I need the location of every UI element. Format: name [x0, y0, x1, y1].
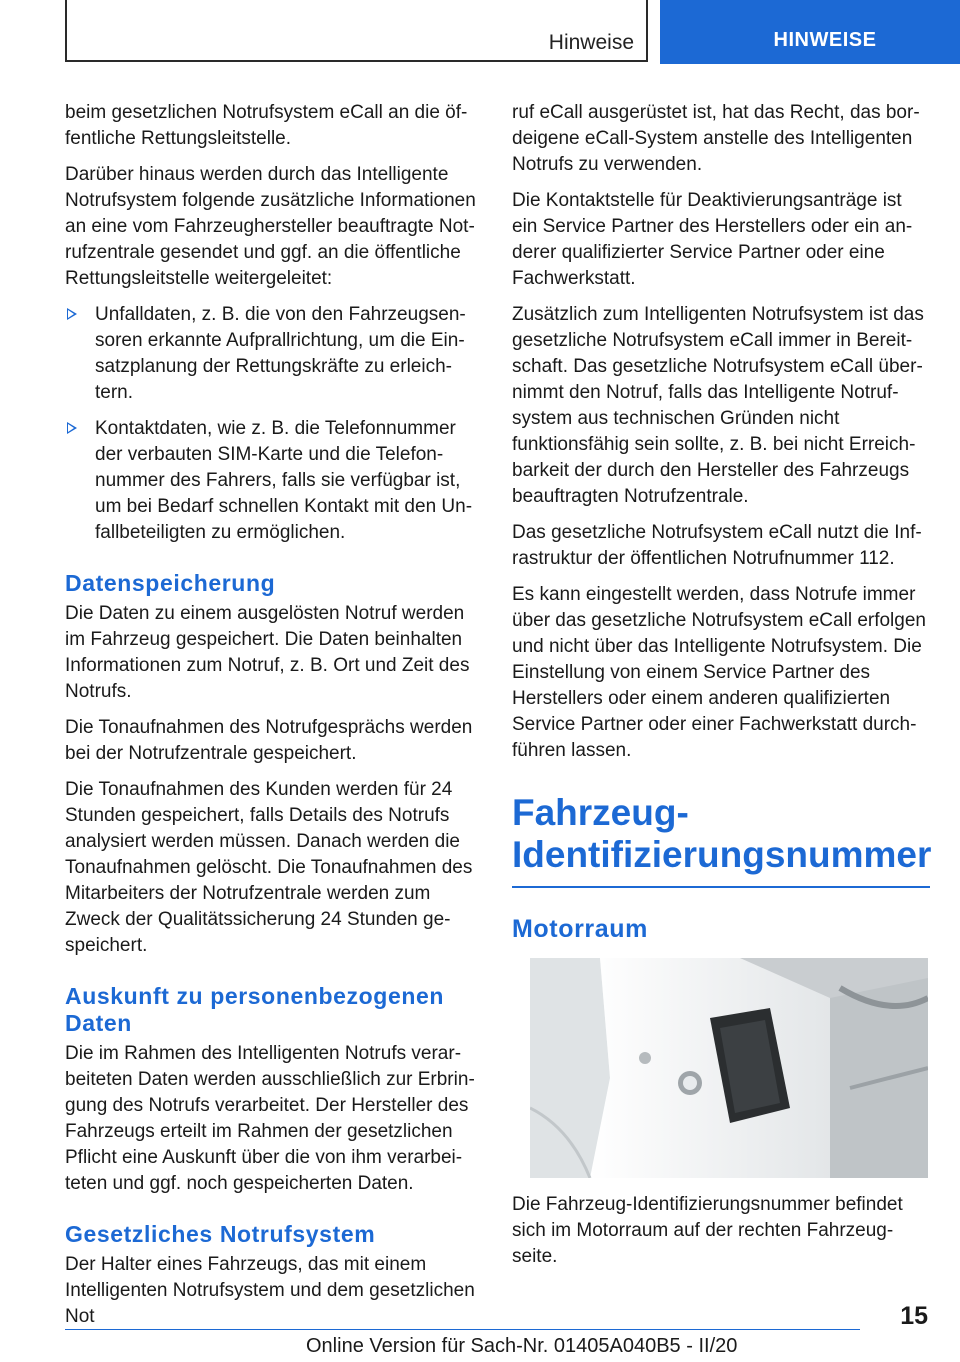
paragraph: ruf eCall ausgerüstet ist, hat das Recht, das bordeigene eCall-System anstelle des Intelligenten Notrufs zu verwenden.: [512, 102, 920, 175]
footer-divider: [65, 1329, 860, 1330]
paragraph: beim gesetzlichen Notrufsystem eCall an die öffentliche Rettungsleitstelle.: [65, 102, 468, 149]
paragraph: Zusätzlich zum Intelligenten Notrufsystem ist das gesetzliche Notrufsystem eCall immer in Bereitschaft. Das gesetzliche Notrufsystem eCall übernimmt den Notruf, falls das Intelligente Notrufsystem aus technischen Gründen nicht funktionsfähig sein sollte, z. B. bei nicht Erreichbarkeit der durch den Hersteller des Fahrzeugs beauftragten Notrufzentrale.: [512, 304, 924, 507]
paragraph: Der Halter eines Fahrzeugs, das mit einem Intelligenten Notrufsystem und dem gesetzlichen Not: [65, 1254, 475, 1327]
paragraph: Die Kontaktstelle für Deaktivierungsanträge ist ein Service Partner des Herstellers oder ein anderer qualifizierter Service Partner oder eine Fachwerkstatt.: [512, 190, 913, 289]
list-item-text: Kontaktdaten, wie z. B. die Telefonnummer der verbauten SIM-Karte und die Telefonnummer des Fahrers, falls sie verfügbar ist, um bei Bedarf schnellen Kontakt mit den Unfallbeteiligten zu ermöglichen.: [95, 418, 473, 543]
engine-compartment-image: [530, 958, 928, 1178]
list-item: [65, 416, 480, 546]
left-column: [65, 100, 480, 1340]
heading-motorraum: Motorraum: [512, 915, 648, 943]
list-item: [65, 302, 480, 406]
heading-divider: [512, 886, 930, 888]
section-tab-label: HINWEISE: [773, 29, 877, 51]
triangle-bullet-icon: [67, 422, 77, 434]
paragraph: Die Tonaufnahmen des Kunden werden für 24 Stunden gespeichert, falls Details des Notrufs analysiert werden müssen. Danach werden die Tonaufnahmen gelöscht. Die Tonaufnahmen des Mitarbeiters der Notrufzentrale werden zum Zweck der Qualitätssicherung 24 Stunden gespeichert.: [65, 779, 473, 956]
heading-fahrzeug-identifizierungsnummer: Fahrzeug-Identifizierungsnummer: [512, 792, 932, 875]
heading-auskunft: Auskunft zu personenbezogenen Daten: [65, 983, 445, 1036]
page-number: 15: [900, 1302, 928, 1330]
paragraph: Die im Rahmen des Intelligenten Notrufs verarbeiteten Daten werden ausschließlich zur Erbringung des Notrufs verarbeitet. Der Hersteller des Fahrzeugs erteilt im Rahmen der gesetzlichen Pflicht eine Auskunft über die von ihm verarbeiteten und ggf. noch gespeicherten Daten.: [65, 1043, 475, 1194]
heading-datenspeicherung: Datenspeicherung: [65, 570, 276, 596]
section-tab[interactable]: [660, 0, 960, 64]
paragraph: Das gesetzliche Notrufsystem eCall nutzt die Infrastruktur der öffentlichen Notrufnummer 112.: [512, 522, 922, 569]
right-column: [512, 100, 930, 1280]
paragraph: Darüber hinaus werden durch das Intelligente Notrufsystem folgende zusätzliche Informationen an eine vom Fahrzeughersteller beauftragte Notrufzentrale gesendet und ggf. an die öffentliche Rettungsleitstelle weitergeleitet:: [65, 164, 476, 289]
heading-gesetzliches-notrufsystem: Gesetzliches Notrufsystem: [65, 1221, 376, 1247]
header-section-box: [65, 0, 648, 62]
triangle-bullet-icon: [67, 308, 77, 320]
bullet-list: [65, 302, 480, 546]
paragraph: Die Tonaufnahmen des Notrufgesprächs werden bei der Notrufzentrale gespeichert.: [65, 717, 473, 764]
paragraph: Es kann eingestellt werden, dass Notrufe immer über das gesetzliche Notrufsystem eCall erfolgen und nicht über das Intelligente Notrufsystem. Die Einstellung von einem Service Partner des Herstellers oder einem anderen qualifizierten Service Partner oder einer Fachwerkstatt durchführen lassen.: [512, 584, 926, 761]
paragraph: Die Daten zu einem ausgelösten Notruf werden im Fahrzeug gespeichert. Die Daten beinhalten Informationen zum Notruf, z. B. Ort und Zeit des Notrufs.: [65, 603, 470, 702]
section-label: Hinweise: [548, 31, 634, 54]
engine-compartment-illustration: [530, 958, 928, 1178]
paragraph: Die Fahrzeug-Identifizierungsnummer befindet sich im Motorraum auf der rechten Fahrzeugseite.: [512, 1194, 903, 1267]
list-item-text: Unfalldaten, z. B. die von den Fahrzeugsensoren erkannte Aufprallrichtung, um die Einsatzplanung der Rettungskräfte zu erleichtern.: [95, 304, 466, 403]
online-version-text: Online Version für Sach-Nr. 01405A040B5 - II/20: [306, 1335, 738, 1357]
